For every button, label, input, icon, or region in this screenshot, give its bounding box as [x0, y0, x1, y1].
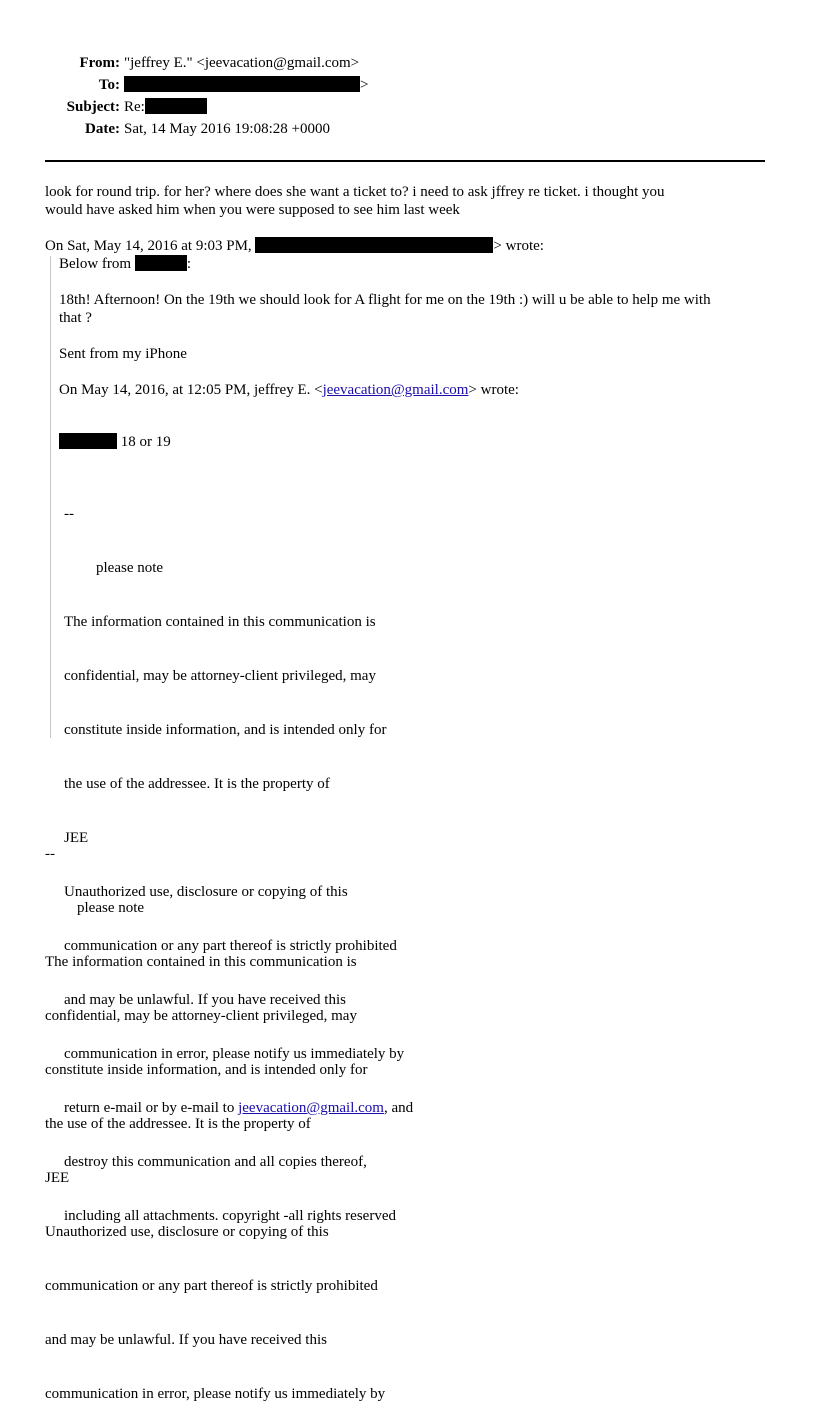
quote-intro-2-suffix: > wrote: [468, 382, 519, 398]
sig-line: confidential, may be attorney-client privileged, may [45, 1008, 357, 1024]
reply-line-1: look for round trip. for her? where does she want a ticket to? i need to ask jffrey re ticket. i thought you [45, 184, 665, 200]
redaction-bar [145, 98, 207, 114]
quote-bar [50, 256, 51, 738]
email-link[interactable]: jeevacation@gmail.com [238, 1100, 384, 1116]
quoted-msg-line-1: 18th! Afternoon! On the 19th we should look for A flight for me on the 19th :) will u be able to help me with [59, 292, 711, 308]
sig-line: communication in error, please notify us immediately by [64, 1046, 405, 1062]
sig-line: communication or any part thereof is strictly prohibited [45, 1278, 378, 1294]
sig-note: please note [77, 900, 145, 916]
sig-line: constitute inside information, and is intended only for [45, 1062, 368, 1078]
subject-row [0, 96, 816, 118]
sig-line: The information contained in this communication is [45, 954, 357, 970]
quote-intro-prefix: On Sat, May 14, 2016 at 9:03 PM, [45, 238, 252, 254]
date-label: Date: [85, 121, 120, 137]
sig-line: Unauthorized use, disclosure or copying of this [45, 1224, 329, 1240]
sig-line: the use of the addressee. It is the property of [45, 1116, 311, 1132]
sig-line: communication or any part thereof is strictly prohibited [64, 938, 397, 954]
sig-line: the use of the addressee. It is the property of [64, 776, 330, 792]
quote-intro-2-prefix: On May 14, 2016, at 12:05 PM, jeffrey E. < [59, 382, 323, 398]
redaction-bar [255, 237, 493, 253]
sig-line: and may be unlawful. If you have received this [45, 1332, 327, 1348]
sig-dashes: -- [45, 846, 55, 862]
sig-line: confidential, may be attorney-client privileged, may [64, 668, 376, 684]
subject-value [124, 96, 207, 118]
from-label: From: [79, 55, 120, 71]
to-label: To: [98, 77, 120, 93]
from-value: "jeffrey E." <jeevacation@gmail.com> [124, 55, 360, 71]
sig-line: The information contained in this communication is [64, 614, 376, 630]
sig-return-suffix: , and [383, 1100, 414, 1116]
sig-line: JEE [45, 1170, 70, 1186]
to-value [124, 74, 368, 96]
outer-signature [45, 809, 465, 1421]
sig-line: communication in error, please notify us immediately by [45, 1386, 386, 1402]
subject-label: Subject: [66, 99, 120, 115]
reply-line-2: would have asked him when you were supposed to see him last week [45, 202, 460, 218]
below-from-line [59, 255, 764, 273]
quote-intro [45, 237, 765, 255]
to-suffix: > [360, 77, 369, 93]
sig-line: JEE [64, 830, 89, 846]
sig-line: Unauthorized use, disclosure or copying of this [64, 884, 348, 900]
email-link[interactable]: jeevacation@gmail.com [322, 382, 469, 398]
below-from-prefix: Below from [59, 256, 132, 272]
sig-dashes: -- [64, 506, 74, 522]
sig-note: please note [96, 560, 164, 576]
sig-line: including all attachments. copyright -all rights reserved [64, 1208, 396, 1224]
quote-intro-2 [59, 381, 764, 399]
sig-line: destroy this communication and all copies thereof, [64, 1154, 367, 1170]
sig-return-prefix: return e-mail or by e-mail to [64, 1100, 239, 1116]
below-from-suffix: : [186, 256, 191, 272]
sig-line: constitute inside information, and is intended only for [64, 722, 387, 738]
redaction-bar [59, 433, 117, 449]
quoted-msg-line-2: that ? [59, 310, 92, 326]
from-row [0, 52, 816, 74]
redaction-bar [124, 76, 360, 92]
quote-intro-suffix: > wrote: [493, 238, 544, 254]
header-divider [45, 160, 765, 162]
sig-line: and may be unlawful. If you have received this [64, 992, 346, 1008]
to-row [0, 74, 816, 96]
date-value: Sat, 14 May 2016 19:08:28 +0000 [124, 121, 330, 137]
subject-prefix: Re: [124, 99, 145, 115]
nested-reply [59, 433, 764, 451]
redaction-bar [135, 255, 187, 271]
nested-reply-text: 18 or 19 [120, 434, 171, 450]
sent-from: Sent from my iPhone [59, 346, 187, 362]
date-row [0, 118, 816, 140]
